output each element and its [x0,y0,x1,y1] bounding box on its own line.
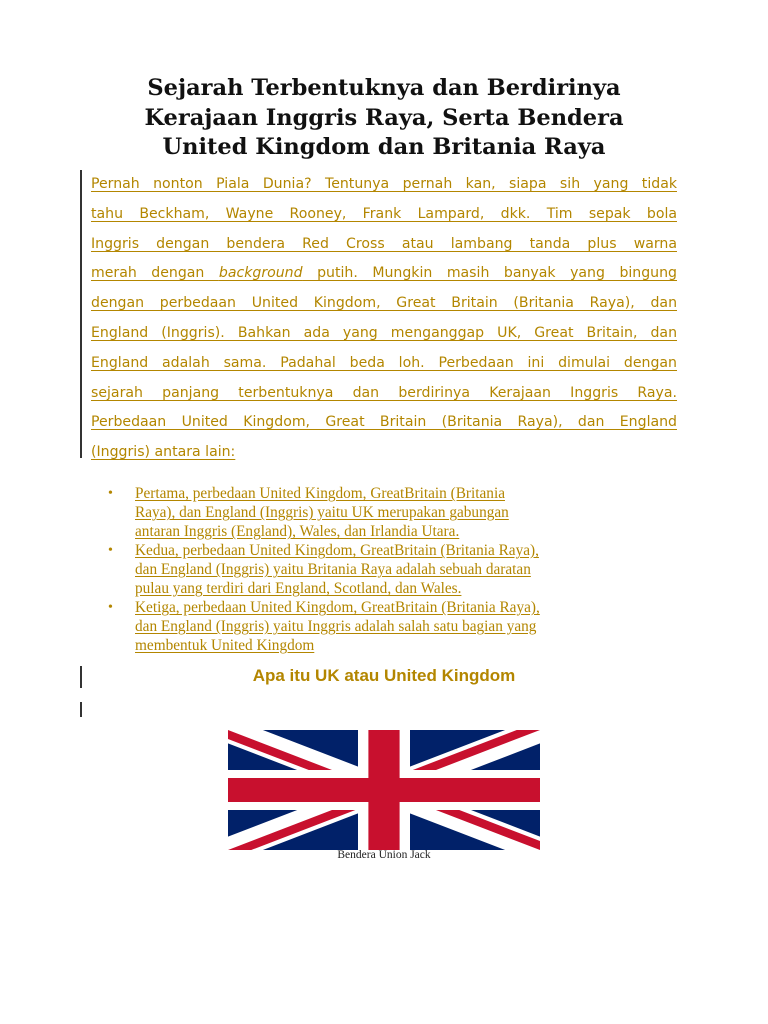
intro-line: England (Inggris). Bahkan ada yang menganggap UK, Great Britain, dan [91,324,677,341]
intro-line: dengan perbedaan United Kingdom, Great Britain (Britania Raya), dan [91,295,677,312]
list-item-text: Pertama, perbedaan United Kingdom, GreatBritain (Britania Raya), dan England (Inggris) yaitu UK merupakan gabungan antaran Inggris (England), Wales, dan Irlandia Utara. [135,485,509,540]
list-item-text: Ketiga, perbedaan United Kingdom, GreatBritain (Britania Raya), dan England (Inggris) yaitu Inggris adalah salah satu bagian yang membentuk United Kingdom [135,599,540,654]
change-bar [80,702,82,717]
emphasis-background: background [218,265,303,282]
title-line: Sejarah Terbentuknya dan Berdirinya [147,75,621,101]
list-item [108,484,708,541]
list-item [108,598,708,655]
change-bar [80,170,82,458]
intro-paragraph [91,170,677,468]
title-line: United Kingdom dan Britania Raya [162,134,606,160]
bullet-icon: • [108,543,113,558]
bullet-icon: • [108,486,113,501]
intro-line: England adalah sama. Padahal beda loh. Perbedaan ini dimulai dengan [91,354,677,371]
intro-line: Pernah nonton Piala Dunia? Tentunya pernah kan, siapa sih yang tidak [91,176,677,192]
intro-line: tahu Beckham, Wayne Rooney, Frank Lampard, dkk. Tim sepak bola [91,205,677,222]
differences-list [108,484,708,655]
intro-line: Perbedaan United Kingdom, Great Britain (Britania Raya), dan England [91,414,677,431]
bullet-icon: • [108,600,113,615]
intro-line-4: merah dengan background putih. Mungkin masih banyak yang bingung [91,265,677,282]
intro-line: sejarah panjang terbentuknya dan berdirinya Kerajaan Inggris Raya. [91,384,677,401]
flag-caption: Bendera Union Jack [337,849,431,861]
document-title [90,74,678,163]
intro-line: (Inggris) antara lain: [91,444,236,461]
title-line: Kerajaan Inggris Raya, Serta Bendera [144,104,624,131]
section-heading: Apa itu UK atau United Kingdom [252,666,516,685]
intro-line: Inggris dengan bendera Red Cross atau lambang tanda plus warna [91,235,677,252]
list-item-text: Kedua, perbedaan United Kingdom, GreatBritain (Britania Raya), dan England (Inggris) yaitu Britania Raya adalah sebuah daratan pulau yang terdiri dari England, Scotland, dan Wales. [135,542,539,597]
list-item [108,541,708,598]
union-jack-flag-image [228,730,540,850]
